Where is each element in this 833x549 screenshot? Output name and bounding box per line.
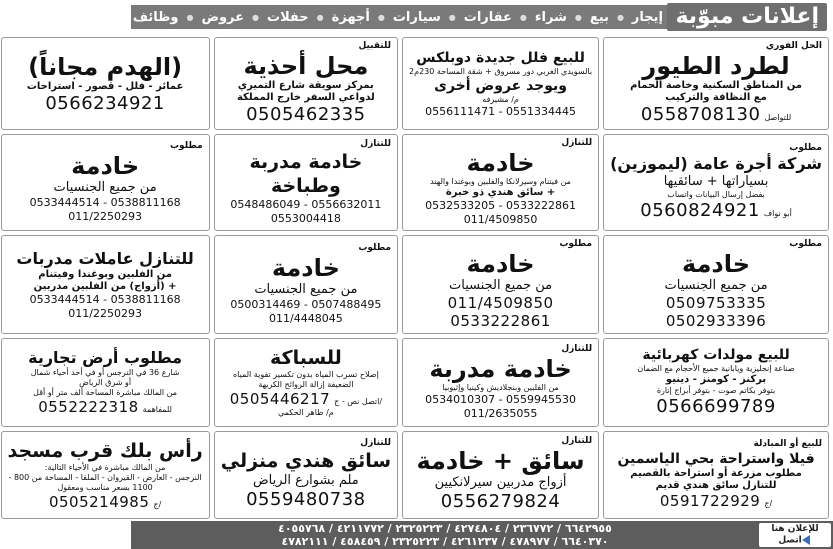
separator-dot: ●: [377, 12, 385, 22]
ad-plumbing[interactable]: [214, 338, 398, 427]
ad-text: مع النظافة والتركيب: [665, 92, 767, 103]
ad-text: بركنز - كومنز - دينيو: [665, 374, 767, 386]
ad-limousine-company[interactable]: [603, 134, 829, 231]
category-jobs[interactable]: وظائف: [132, 9, 179, 25]
category-cars[interactable]: سيارات: [392, 9, 441, 25]
ad-title: خادمة: [466, 149, 535, 177]
ad-title-secondary: ويوجد عروض أخرى: [434, 77, 568, 94]
ad-phone[interactable]: 0566234921: [45, 92, 165, 114]
ad-phone[interactable]: 0505446217: [229, 390, 331, 409]
arrow-left-icon: [802, 535, 810, 545]
category-sale[interactable]: بيع: [589, 9, 609, 25]
ad-maid-wanted[interactable]: [1, 134, 210, 231]
ad-phone[interactable]: 0533444514 - 0538811168: [29, 196, 181, 209]
ad-title: رأس بلك قرب مسجد: [7, 439, 203, 462]
ad-phone[interactable]: 0556111471 - 0551334445: [425, 104, 577, 118]
ad-text: شارع 36 في النرجس أو في أحد أحياء شمال: [30, 368, 180, 378]
ad-title: للبيع مولدات كهربائية: [642, 347, 790, 364]
ad-phone[interactable]: 0532533205 - 0533222861: [425, 199, 577, 212]
ad-phone[interactable]: 0500314469 - 0507488495: [230, 298, 382, 311]
ad-phone[interactable]: 0534010307 - 0559945530: [425, 392, 577, 406]
ad-text: من الفلبين وبنجلاديش وكينيا وإثيوبيا: [442, 382, 559, 392]
ad-phone[interactable]: 0533444514 - 0538811168: [29, 292, 181, 306]
ad-text: عمائر - فلل - قصور - استراحات: [26, 80, 184, 92]
ad-title: فيلا واستراحة بحي الياسمين: [617, 451, 815, 468]
ad-villa-exchange[interactable]: [603, 431, 829, 520]
ad-title: خادمة: [466, 250, 535, 278]
footer-numbers-line[interactable]: ٦٦٤٠٣٧٠ / ٤٧٨٩٧٧ / ٤٢٦١٢٣٧ / ٢٣٢٥٢٢٣ / ٤٥٨٤٥٩ / ٤٧٨٢١١١: [281, 535, 609, 548]
ad-phone[interactable]: 0558708130: [640, 104, 761, 125]
ad-trained-maid-cook[interactable]: [214, 134, 398, 231]
ad-text: من فيتنام وسيرلانكا والفلبين وبوغندا والهند: [430, 177, 571, 186]
ad-shoe-shop[interactable]: [214, 37, 398, 130]
ad-text: من جميع الجنسيات: [53, 180, 157, 195]
ad-text: + (أزواج) من الفلبين مدربين: [33, 280, 177, 292]
ad-phone[interactable]: 0556279824: [440, 491, 561, 513]
ad-phone[interactable]: 011/4448045: [269, 312, 343, 325]
ad-text: بتوفر بكاتم صوت - بتوفر أبراج إنارة: [656, 386, 776, 396]
ad-kicker: للتقبيل: [358, 41, 392, 51]
ad-kicker: للتنازل: [360, 139, 392, 149]
category-parties[interactable]: حفلات: [267, 9, 309, 25]
ad-generators-sale[interactable]: [603, 338, 829, 427]
ad-phone[interactable]: 0548486049 - 0556632011: [230, 198, 382, 211]
ad-text: الضعيفة إزالة الروائح الكريهة: [258, 380, 354, 390]
ad-phone[interactable]: 0502933396: [665, 312, 767, 330]
category-realestate[interactable]: عقارات: [463, 9, 512, 25]
ad-title: خادمة: [71, 152, 140, 180]
category-bar: [131, 5, 667, 29]
ad-title: خادمة مدربة: [429, 354, 572, 383]
ad-label: أبو نواف: [763, 209, 792, 218]
ad-phone[interactable]: 0560824921: [640, 200, 760, 221]
ad-commercial-land[interactable]: [1, 338, 210, 427]
ad-title: (الهدم مجاناً): [28, 52, 183, 81]
ad-title: لطرد الطيور: [642, 52, 790, 80]
separator-dot: ●: [616, 12, 624, 22]
separator-dot: ●: [316, 12, 324, 22]
header: [131, 0, 833, 34]
category-offers[interactable]: عروض: [201, 9, 245, 25]
ad-text: من جميع الجنسيات: [664, 278, 768, 293]
ad-label: ج/: [764, 499, 773, 509]
ad-text: بسياراتها + سائقيها: [663, 174, 769, 189]
ad-text: لدواعي السفر خارج المملكة: [236, 92, 375, 103]
contact-call-label: اتصل: [778, 535, 802, 546]
ad-text: بمركز سويقة شارع التميري: [237, 80, 374, 91]
ad-kicker: للتنازل: [561, 436, 593, 447]
ad-free-demolition[interactable]: [1, 37, 210, 130]
ad-phone[interactable]: 0533222861: [450, 312, 551, 330]
ad-phone[interactable]: 0591722929: [659, 492, 761, 511]
ad-title-secondary: وطباخة: [270, 175, 341, 197]
ad-text: من جميع الجنسيات: [254, 282, 358, 297]
ad-phone[interactable]: 0553004418: [270, 212, 341, 225]
ad-text: من جميع الجنسيات: [449, 278, 553, 293]
ad-kicker: مطلوب: [170, 141, 203, 151]
ad-kicker: مطلوب: [358, 243, 392, 253]
ad-trained-maid[interactable]: [402, 338, 599, 427]
ad-title-secondary: مطلوب مزرعة أو استراحة بالقصيم: [630, 468, 802, 480]
ad-text: ملم بشوارع الرياض: [252, 473, 359, 489]
separator-dot: ●: [186, 12, 194, 22]
ad-text: بفضل إرسال البيانات واتساب: [667, 190, 765, 199]
ad-title: خادمة: [271, 254, 340, 282]
ads-grid: [7, 37, 829, 519]
ad-label: ج/: [153, 499, 162, 509]
ad-duplex-villas[interactable]: [402, 37, 599, 130]
ad-label: للمفاهمة: [142, 405, 172, 415]
ad-title: سائق هندي منزلي: [220, 450, 392, 473]
category-devices[interactable]: أجهزة: [331, 9, 370, 25]
ad-text: + سائق هندي ذو خبرة: [445, 187, 556, 198]
ad-bird-control[interactable]: [603, 37, 829, 130]
ad-title: خادمة مدربة: [249, 151, 363, 173]
advertise-contact[interactable]: [759, 523, 831, 547]
ad-title: شركة أجرة عامة (ليموزين): [610, 154, 822, 173]
separator-dot: ●: [448, 12, 456, 22]
ad-kicker: للبيع أو المبادلة: [753, 439, 822, 450]
ad-title: محل أحذية: [243, 52, 369, 80]
ad-label: للتواصل: [764, 113, 792, 122]
ad-phone[interactable]: 011/2250293: [68, 306, 142, 320]
ad-note: م/ طاهر الحكمي: [278, 408, 334, 418]
ad-maid-transfer[interactable]: [402, 134, 599, 231]
ad-maid-wanted[interactable]: [214, 235, 398, 334]
contact-label: للإعلان هنا: [771, 524, 819, 534]
ad-driver-maid[interactable]: [402, 431, 599, 520]
ad-text: أو شرق الرياض: [79, 378, 132, 388]
separator-dot: ●: [519, 12, 527, 22]
ad-title: خادمة: [682, 250, 751, 278]
category-buy[interactable]: شراء: [534, 9, 567, 25]
ad-kicker: مطلوب: [559, 239, 593, 249]
brand-title: إعلانات مبوّبة: [667, 3, 827, 31]
ad-text: النرجس - العارض - القيروان - الملقا - المساحة من 800 - 1100 بسعر مناسب ومعقول: [8, 472, 202, 492]
ad-text: من الفلبين وبوغندا وفيتنام: [38, 268, 172, 280]
ad-phone[interactable]: 0566699789: [656, 396, 776, 418]
separator-dot: ●: [574, 12, 582, 22]
ad-phone[interactable]: 0559480738: [246, 489, 366, 511]
category-rent[interactable]: إيجار: [631, 9, 663, 25]
ad-title: سائق + خادمة: [416, 447, 585, 476]
separator-dot: ●: [252, 12, 259, 22]
ad-text: أزواج مدربين سيرلانكيين: [434, 475, 567, 491]
classifieds-page: [7, 0, 833, 549]
ad-kicker: للتنازل: [561, 138, 593, 148]
footer-numbers-line[interactable]: ٦٦٤٢٩٥٥ / ٢٣٦٧٧٢ / ٤٢٧٤٨٠٤ / ٢٣٢٥٢٢٣ / ٤٢١١٧٧٢ / ٤٠٥٥٧٦٨: [278, 522, 612, 535]
ad-label: اتصل نص - ج/: [334, 397, 383, 407]
ad-house-driver[interactable]: [214, 431, 398, 520]
ad-title: مطلوب أرض تجارية: [28, 348, 183, 368]
ad-kicker: مطلوب: [789, 239, 822, 249]
ad-phone[interactable]: 0552222318: [38, 398, 139, 417]
ad-text: إصلاح تسرب المياه بدون تكسير تقوية المياه: [232, 370, 379, 380]
ad-corner-plot[interactable]: [1, 431, 210, 520]
ad-maid-wanted[interactable]: [603, 235, 829, 334]
ad-text: بالسويدي الغربي دور مسروق + شقة المساحة 230م2: [409, 66, 593, 76]
footer: [131, 521, 833, 549]
ad-title: للسباكة: [270, 347, 342, 370]
ad-text: من المالك مباشرة المساحة ألف متر أو أقل: [33, 388, 178, 398]
ad-phone[interactable]: 011/4509850: [447, 294, 554, 312]
ad-kicker: للتنازل: [561, 343, 593, 354]
ad-title: للتنازل عاملات مدربات: [16, 248, 194, 268]
ad-text: صناعة إنجليزية ويابانية جميع الأحجام مع الضمان: [637, 364, 795, 374]
ad-note: م/ مشيرفه: [482, 94, 519, 104]
ad-kicker: للتنازل: [360, 438, 392, 449]
footer-phone-numbers: [137, 522, 753, 548]
ad-title-tertiary: للتنازل سائق هندي قديم: [655, 480, 777, 492]
ad-text: من المناطق السكنية وخاصة الحمام: [630, 80, 802, 91]
ad-phone[interactable]: 011/4509850: [463, 213, 538, 226]
ad-phone[interactable]: 0505214985: [48, 492, 150, 511]
ad-kicker: مطلوب: [789, 143, 822, 153]
ad-kicker: الحل الفوري: [765, 41, 822, 51]
ad-phone[interactable]: 011/2250293: [68, 210, 142, 223]
ad-text: من المالك مباشرة في الأحياء التالية:: [44, 462, 166, 472]
ad-phone[interactable]: 011/2635055: [463, 406, 538, 420]
ad-phone[interactable]: 0505462335: [246, 104, 366, 125]
ad-maid-wanted[interactable]: [402, 235, 599, 334]
ad-trained-workers[interactable]: [1, 235, 210, 334]
ad-phone[interactable]: 0509753335: [665, 294, 767, 312]
ad-title: للبيع فلل جديدة دوبلكس: [416, 49, 585, 66]
